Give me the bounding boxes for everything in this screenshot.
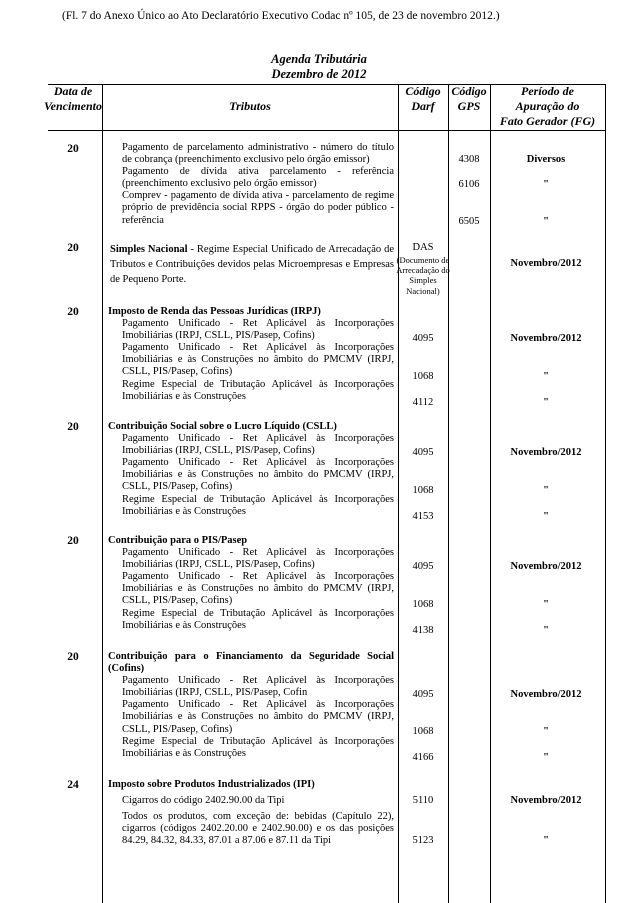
period-value: "	[543, 216, 549, 227]
darf-code: 5110	[412, 795, 434, 806]
darf-code: 4153	[412, 511, 434, 522]
tax-entry: Pagamento de dívida ativa parcelamento - referência (preenchimento exclusivo pelo órgão emissor)	[122, 166, 394, 190]
tax-entry: Pagamento Unificado - Ret Aplicável às Incorporações Imobiliárias (IRPJ, CSLL, PIS/Pasep, Cofins)	[122, 318, 394, 342]
period-value: Novembro/2012	[510, 689, 582, 700]
period-value: Novembro/2012	[510, 447, 582, 458]
due-day: 20	[67, 535, 79, 547]
tax-entry: Pagamento de parcelamento administrativo - número do título de cobrança (preenchimento exclusivo pelo órgão emissor)	[122, 142, 394, 166]
col-header-darf: Código Darf	[405, 84, 441, 113]
darf-code: DAS	[412, 242, 434, 253]
tax-entry: Pagamento Unificado - Ret Aplicável às Incorporações Imobiliárias (IRPJ, CSLL, PIS/Pasep, Cofin	[122, 675, 394, 699]
period-value: "	[543, 179, 549, 190]
period-value: "	[543, 599, 549, 610]
tax-entries	[108, 142, 394, 227]
col-divider-3	[448, 84, 449, 903]
due-day: 20	[67, 651, 79, 663]
tax-entry: Pagamento Unificado - Ret Aplicável às Incorporações Imobiliárias e às Construções no âmbito do PMCMV (IRPJ, CSLL, PIS/Pasep, Cofins)	[122, 457, 394, 493]
col-header-vencimento: Data de Vencimento	[43, 84, 102, 113]
col-divider-1	[102, 84, 103, 903]
period-value: "	[543, 485, 549, 496]
table-header-bottom-border	[48, 130, 606, 131]
tax-entry: Regime Especial de Tributação Aplicável às Incorporações Imobiliárias e às Construções	[122, 607, 394, 631]
table-right-border	[605, 84, 606, 903]
col-header-gps: Código GPS	[451, 84, 487, 113]
tax-heading: Contribuição Social sobre o Lucro Líquido (CSLL)	[108, 421, 337, 432]
due-day: 20	[67, 242, 79, 254]
darf-code: 1068	[412, 371, 434, 382]
period-value: Novembro/2012	[510, 333, 582, 344]
tax-entry: Pagamento Unificado - Ret Aplicável às Incorporações Imobiliárias e às Construções no âmbito do PMCMV (IRPJ, CSLL, PIS/Pasep, Cofins)	[122, 571, 394, 607]
tax-entries	[108, 535, 394, 632]
period-value: "	[543, 371, 549, 382]
col-header-tributos: Tributos	[229, 99, 271, 113]
tax-entry: Regime Especial de Tributação Aplicável às Incorporações Imobiliárias e às Construções	[122, 493, 394, 517]
tax-heading: Contribuição para o Financiamento da Seguridade Social (Cofins)	[108, 651, 394, 675]
darf-code: 4112	[412, 397, 434, 408]
tax-entries	[108, 306, 394, 403]
tax-heading: Imposto sobre Produtos Industrializados (IPI)	[108, 779, 315, 790]
darf-code: 4166	[412, 752, 434, 763]
darf-code: 4095	[412, 689, 434, 700]
darf-code: 5123	[412, 835, 434, 846]
tax-heading: Imposto de Renda das Pessoas Jurídicas (IRPJ)	[108, 306, 321, 317]
period-value: "	[543, 625, 549, 636]
tax-entry: Comprev - pagamento de dívida ativa - parcelamento de regime próprio de previdência social RPPS - órgão do poder público - referência	[122, 190, 394, 226]
darf-code: 1068	[412, 726, 434, 737]
darf-code: 4138	[412, 625, 434, 636]
tax-entry: Pagamento Unificado - Ret Aplicável às Incorporações Imobiliárias e às Construções no âmbito do PMCMV (IRPJ, CSLL, PIS/Pasep, Cofins)	[122, 699, 394, 735]
tax-entry: Pagamento Unificado - Ret Aplicável às Incorporações Imobiliárias e às Construções no âmbito do PMCMV (IRPJ, CSLL, PIS/Pasep, Cofins)	[122, 342, 394, 378]
gps-code: 6505	[458, 216, 480, 227]
header-note: (Fl. 7 do Anexo Único ao Ato Declaratório Executivo Codac nº 105, de 23 de novembro 2012.)	[62, 10, 500, 22]
darf-code: 4095	[412, 561, 434, 572]
darf-code: 1068	[412, 485, 434, 496]
agenda-title-line1: Agenda Tributária	[271, 52, 367, 66]
darf-code: 4095	[412, 333, 434, 344]
tax-entry: Regime Especial de Tributação Aplicável às Incorporações Imobiliárias e às Construções	[122, 735, 394, 759]
period-value: "	[543, 397, 549, 408]
gps-code: 6106	[458, 179, 480, 190]
tax-heading: Contribuição para o PIS/Pasep	[108, 535, 248, 546]
period-value: "	[543, 835, 549, 846]
agenda-title	[0, 52, 638, 82]
period-value: Novembro/2012	[510, 561, 582, 572]
period-value: "	[543, 752, 549, 763]
tax-entries	[108, 651, 394, 760]
tax-entry	[110, 242, 394, 287]
agenda-title-line2: Dezembro de 2012	[271, 67, 367, 81]
tax-entry: Cigarros do código 2402.90.00 da Tipi	[122, 795, 285, 807]
tax-entry: Regime Especial de Tributação Aplicável às Incorporações Imobiliárias e às Construções	[122, 378, 394, 402]
tax-entry: Pagamento Unificado - Ret Aplicável às Incorporações Imobiliárias (IRPJ, CSLL, PIS/Pasep, Cofins)	[122, 547, 394, 571]
period-value: Novembro/2012	[510, 258, 582, 269]
col-header-periodo: Período de Apuração do Fato Gerador (FG)	[499, 84, 596, 128]
due-day: 24	[67, 779, 79, 791]
tax-heading-rest: - Regime Especial Unificado de Arrecadação de Tributos e Contribuições devidos pelas Microempresas e Empresas de Pequeno Porte.	[110, 244, 394, 285]
darf-note: (Documento de Arrecadação do Simples Nacional)	[396, 255, 450, 296]
gps-code: 4308	[458, 154, 480, 165]
tax-entries	[110, 242, 394, 287]
tax-entries	[108, 421, 394, 518]
tax-entry: Pagamento Unificado - Ret Aplicável às Incorporações Imobiliárias (IRPJ, CSLL, PIS/Pasep, Cofins)	[122, 433, 394, 457]
col-divider-4	[490, 84, 491, 903]
tax-entry: Todos os produtos, com exceção de: bebidas (Capítulo 22), cigarros (códigos 2402.20.00 e 2402.90.00) e os das posições 84.29, 84.32, 84.33, 87.01 a 87.06 e 87.11 da Tipi	[122, 811, 394, 847]
due-day: 20	[67, 421, 79, 433]
period-value: "	[543, 511, 549, 522]
darf-code: 1068	[412, 599, 434, 610]
due-day: 20	[67, 306, 79, 318]
due-day: 20	[67, 143, 79, 155]
darf-code: 4095	[412, 447, 434, 458]
period-value: Diversos	[526, 154, 566, 165]
period-value: Novembro/2012	[510, 795, 582, 806]
period-value: "	[543, 726, 549, 737]
tax-entries	[108, 779, 394, 847]
tax-heading: Simples Nacional	[110, 244, 188, 255]
